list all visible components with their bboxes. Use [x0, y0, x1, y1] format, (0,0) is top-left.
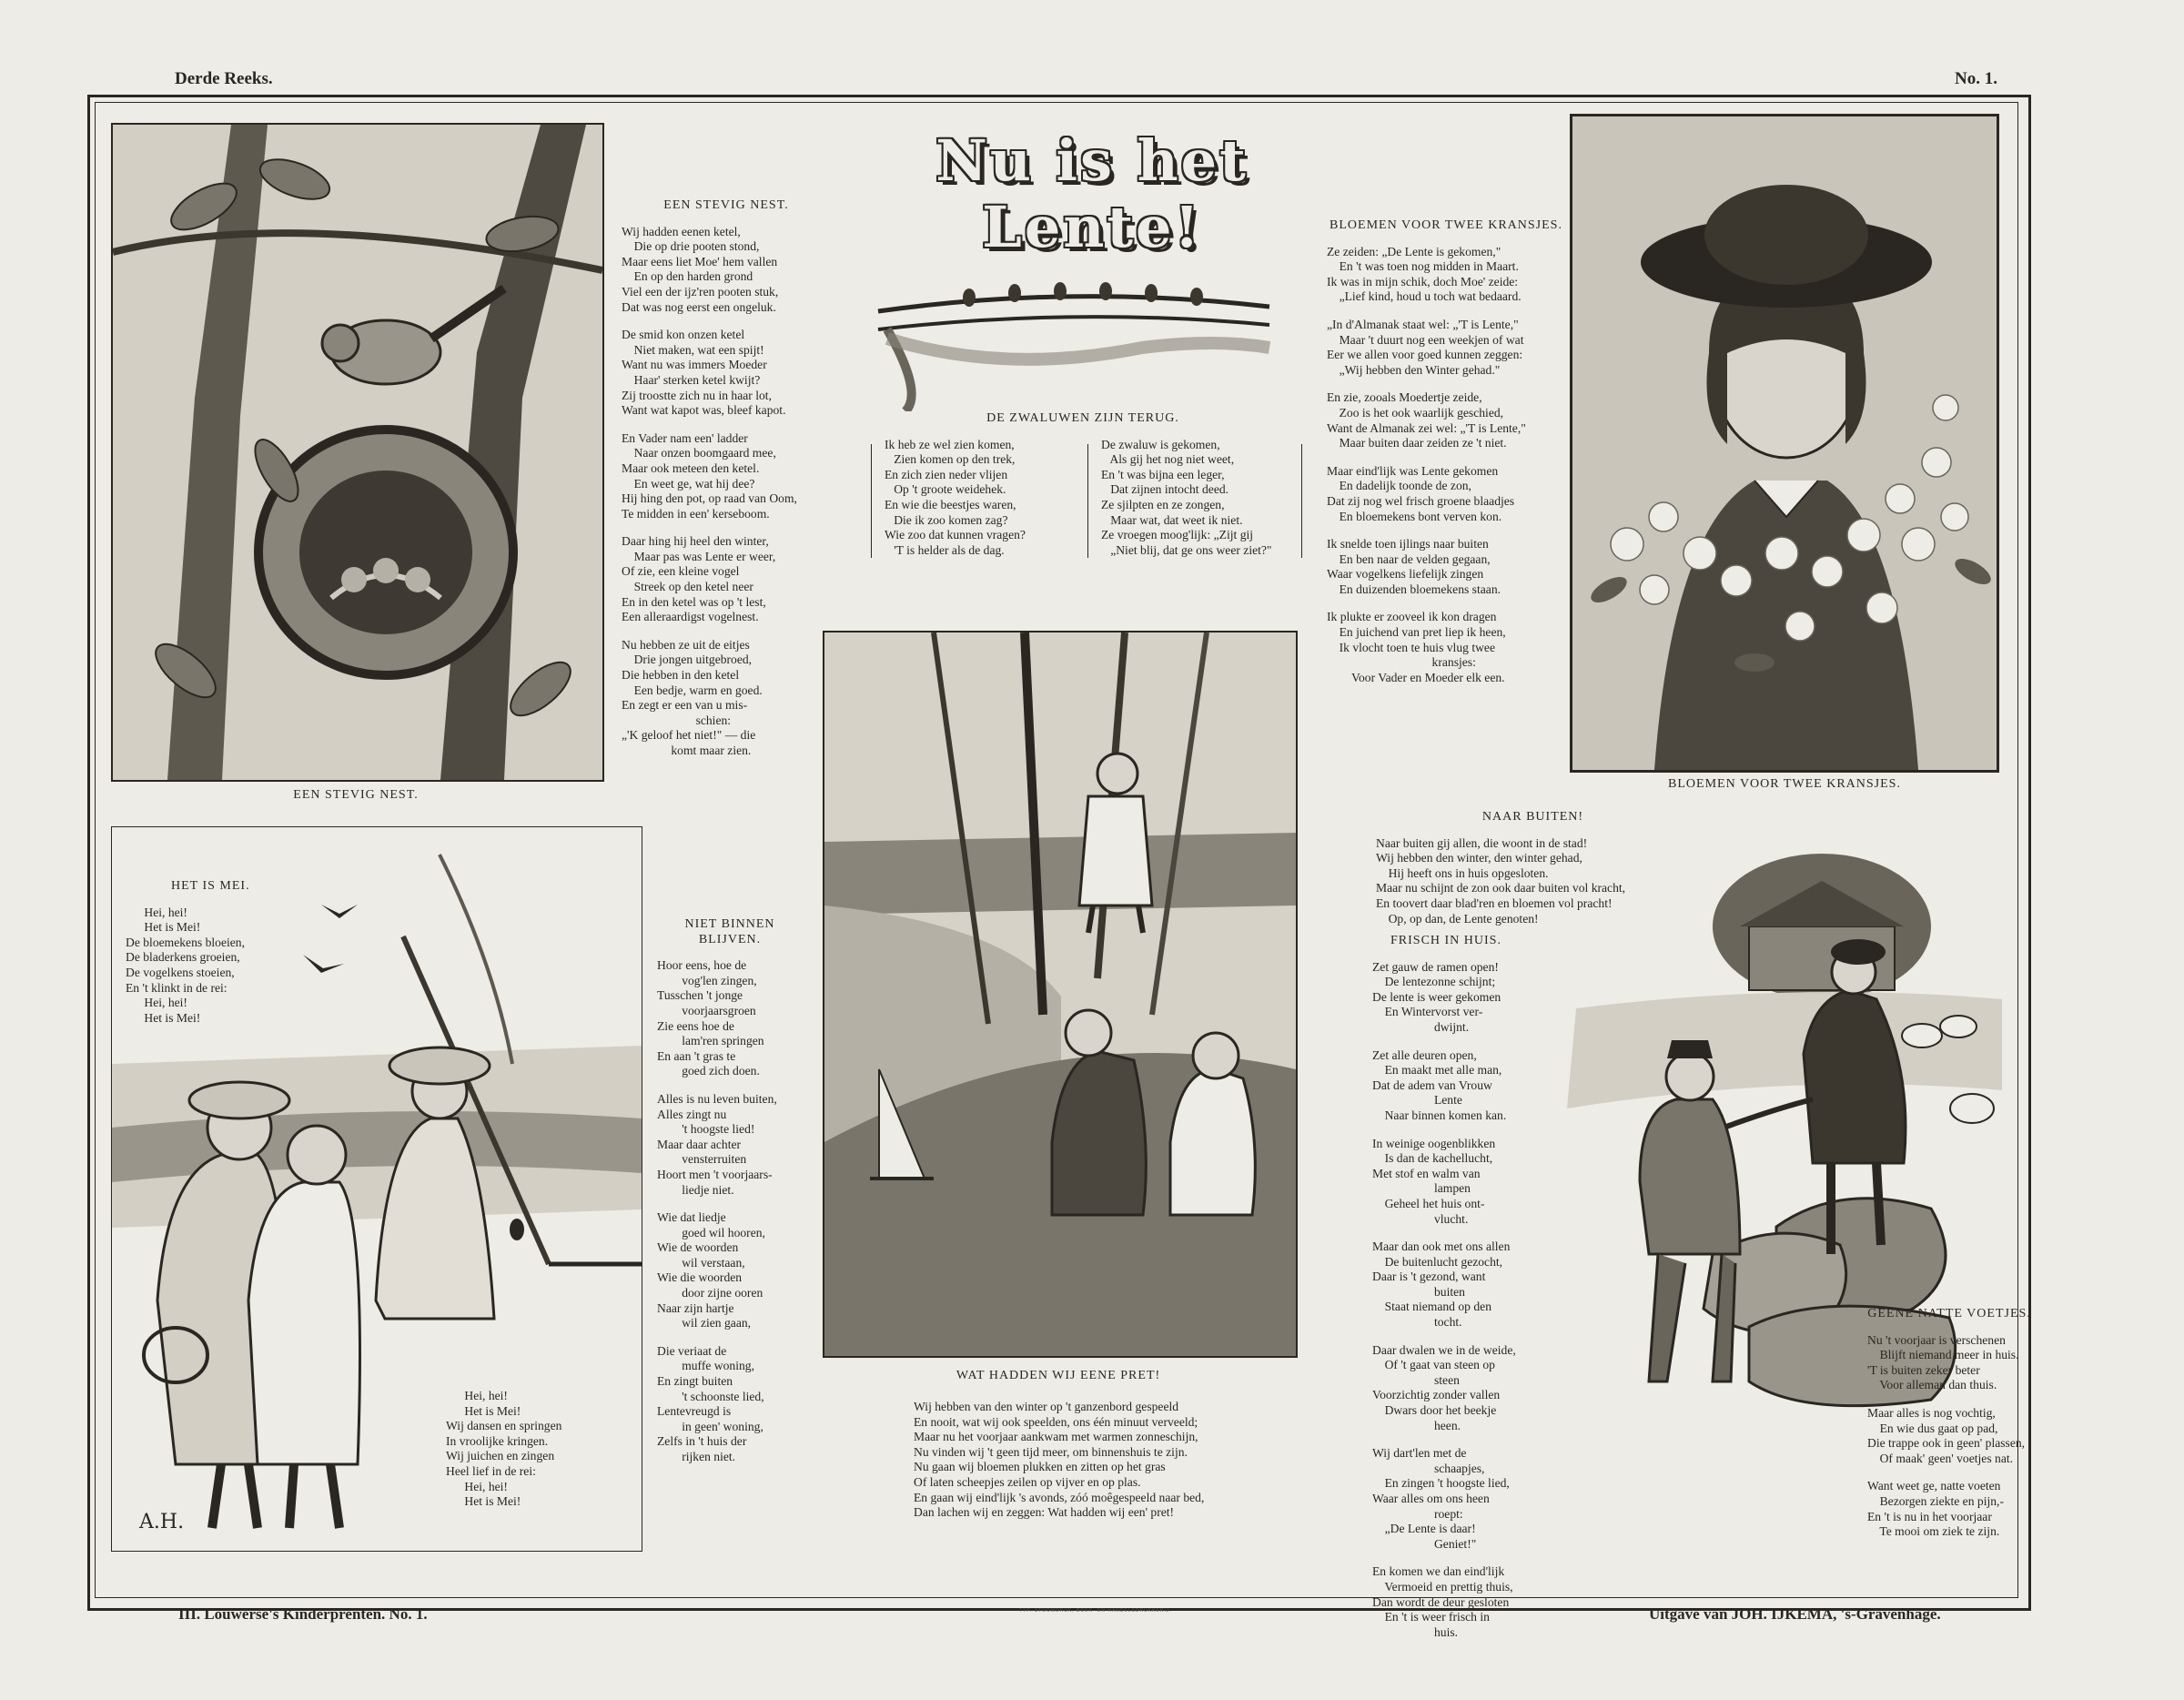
verse-line: Hoort men 't voorjaars-	[657, 1167, 773, 1181]
verse-line: Als gij het nog niet weet,	[1101, 452, 1235, 467]
poem-pret	[914, 1400, 1296, 1521]
poem-heading: NIET BINNEN BLIJVEN.	[684, 917, 775, 946]
stanza	[657, 958, 803, 1079]
verse-line: Wie zoo dat kunnen vragen?	[885, 528, 1026, 542]
verse-line: Lente	[1372, 1093, 1462, 1108]
verse-line: Maar alles is nog vochtig,	[1867, 1405, 1996, 1420]
poem-heading: GEENE NATTE VOETJES.	[1867, 1307, 2031, 1321]
verse-line: En zegt er een van u mis-	[622, 698, 748, 713]
verse-line: Die trappe ook in geen' plassen,	[1867, 1436, 2026, 1451]
verse-line: En komen we dan eind'lijk	[1372, 1564, 1505, 1579]
verse-line: Dat was nog eerst een ongeluk.	[622, 299, 776, 314]
stanza	[622, 225, 831, 316]
verse-line: Daar is 't gezond, want	[1372, 1270, 1486, 1284]
zwaluwen-right-column	[1101, 438, 1272, 559]
verse-line: Tusschen 't jonge	[657, 988, 743, 1003]
stanza	[1372, 1048, 1572, 1124]
stanza	[1867, 1406, 2031, 1466]
verse-line: In vroolijke kringen.	[446, 1433, 549, 1448]
verse-line: Met stof en walm van	[1372, 1166, 1481, 1180]
verse-line: Niet maken, wat een spijt!	[622, 342, 764, 357]
verse-line: De vogelkens stoeien,	[126, 965, 235, 979]
verse-line: En in den ketel was op 't lest,	[622, 594, 766, 609]
verse-line: Waar alles om ons heen	[1372, 1492, 1490, 1505]
poem-bloemen	[1327, 218, 1565, 698]
verse-line: schien:	[622, 713, 732, 727]
verse-line: Hei, hei!	[446, 1389, 508, 1402]
verse-line: roept:	[1372, 1506, 1463, 1521]
verse-line: En 't is nu in het voorjaar	[1867, 1509, 1992, 1523]
verse-line: vog'len zingen,	[657, 973, 757, 987]
poem-frisch-in-huis	[1372, 934, 1572, 1653]
verse-line: Ik plukte er zooveel ik kon dragen	[1327, 610, 1497, 624]
verse-line: kransjes:	[1327, 655, 1476, 670]
verse-line: Maar daar achter	[657, 1137, 742, 1151]
verse-line: „Wij hebben den Winter gehad."	[1327, 362, 1501, 377]
stanza	[1327, 464, 1565, 524]
verse-line: Ik was in mijn schik, doch Moe' zeide:	[1327, 274, 1519, 288]
verse-line: En maakt met alle man,	[1372, 1063, 1502, 1078]
verse-line: Voor alleman dan thuis.	[1867, 1378, 1997, 1392]
verse-line: Hij hing den pot, op raad van Oom,	[622, 491, 797, 506]
verse-line: Blijft niemand meer in huis.	[1867, 1348, 2019, 1362]
verse-line: In weinige oogenblikken	[1372, 1136, 1496, 1150]
verse-line: Het is Mei!	[126, 920, 201, 935]
verse-line: Wie dat liedje	[657, 1210, 726, 1225]
poem-heading: HET IS MEI.	[171, 879, 250, 893]
verse-line: Streek op den ketel neer	[622, 580, 753, 594]
verse-line: En gaan wij eind'lijk 's avonds, zóó moêgespeeld naar bed,	[914, 1490, 1205, 1504]
stanza	[657, 1210, 803, 1331]
illustration-bouquet	[1570, 114, 1999, 773]
bouquet-caption: BLOEMEN VOOR TWEE KRANSJES.	[1668, 777, 1901, 791]
verse-line: Nu vinden wij 't geen tijd meer, om binnenshuis te zijn.	[914, 1444, 1188, 1459]
verse-line: Waar vogelkens liefelijk zingen	[1327, 567, 1484, 582]
verse-line: Daar hing hij heel den winter,	[622, 534, 769, 549]
verse-line: 'T is buiten zeker beter	[1867, 1362, 1980, 1377]
verse-line: Te mooi om ziek te zijn.	[1867, 1524, 2000, 1539]
verse-line: Op 't groote weidehek.	[885, 482, 1006, 497]
verse-line: lam'ren springen	[657, 1034, 764, 1048]
bouquet-engraving	[1572, 116, 1997, 770]
verse-line: 't schoonste lied,	[657, 1389, 764, 1403]
stanza	[1327, 245, 1565, 305]
nest-engraving	[113, 125, 602, 780]
verse-line: steen	[1372, 1372, 1460, 1387]
verse-line: Zie eens hoe de	[657, 1018, 734, 1033]
verse-line: komt maar zien.	[622, 744, 752, 757]
verse-line: En zie, zooals Moedertje zeide,	[1327, 390, 1482, 405]
verse-line: Maar eind'lijk was Lente gekomen	[1327, 463, 1499, 478]
verse-line: Zet gauw de ramen open!	[1372, 959, 1499, 974]
verse-line: Het is Mei!	[446, 1403, 521, 1418]
verse-line: Maar dan ook met ons allen	[1372, 1240, 1511, 1254]
verse-line: En Vader nam een' ladder	[622, 430, 748, 445]
verse-line: En juichend van pret liep ik heen,	[1327, 625, 1506, 640]
illustration-swallows	[869, 257, 1279, 411]
verse-line: Staat niemand op den	[1372, 1300, 1491, 1314]
verse-line: Hij heeft ons in huis opgesloten.	[1376, 865, 1549, 880]
nest-caption: EEN STEVIG NEST.	[293, 788, 419, 802]
verse-line: Naar zijn hartje	[657, 1300, 734, 1315]
column-rule	[1087, 444, 1088, 558]
verse-line: Drie jongen uitgebroed,	[622, 653, 753, 667]
verse-line: huis.	[1372, 1624, 1459, 1639]
verse-line: Het is Mei!	[446, 1494, 521, 1509]
stanza	[1372, 1446, 1572, 1552]
stanza	[1327, 318, 1565, 378]
stanza	[622, 431, 831, 522]
stanza	[1372, 1564, 1572, 1640]
verse-line: Daar dwalen we in de weide,	[1372, 1342, 1516, 1357]
verse-line: Dat zijnen intocht deed.	[1101, 482, 1229, 497]
zwaluwen-columns	[874, 438, 1292, 574]
poem-mei-stanza-1	[126, 879, 308, 1026]
poem-heading: EEN STEVIG NEST.	[663, 198, 789, 212]
verse-line: Dat de adem van Vrouw	[1372, 1078, 1492, 1092]
stanza	[1867, 1333, 2031, 1393]
stanza	[1327, 537, 1565, 597]
verse-line: En wie die beestjes waren,	[885, 497, 1016, 511]
verse-line: Ik heb ze wel zien komen,	[885, 437, 1015, 451]
verse-line: Hei, hei!	[126, 905, 187, 919]
verse-line: De smid kon onzen ketel	[622, 328, 745, 342]
verse-line: De buitenlucht gezocht,	[1372, 1254, 1503, 1269]
verse-line: 'T is helder als de dag.	[885, 542, 1005, 557]
poem-heading: FRISCH IN HUIS.	[1390, 934, 1502, 947]
verse-line: De bladerkens groeien,	[126, 950, 240, 965]
svg-text:A.H.: A.H.	[139, 1511, 185, 1533]
verse-line: Maar nu het voorjaar aankwam met warmen zonneschijn,	[914, 1430, 1198, 1444]
poem-natte-voetjes	[1867, 1307, 2031, 1553]
verse-line: En op den harden grond	[622, 269, 753, 284]
verse-line: voorjaarsgroen	[657, 1003, 756, 1017]
verse-line: wil zien gaan,	[657, 1316, 752, 1331]
verse-line: Eer we allen voor goed kunnen zeggen:	[1327, 348, 1523, 362]
verse-line: En bloemekens bont verven kon.	[1327, 509, 1502, 523]
verse-line: En 't klinkt in de rei:	[126, 980, 228, 995]
verse-line: En wie dus gaat op pad,	[1867, 1421, 1998, 1435]
verse-line: Zet alle deuren open,	[1372, 1047, 1477, 1062]
swallows-engraving	[869, 257, 1279, 411]
verse-line: Zoo is het ook waarlijk geschied,	[1327, 405, 1504, 420]
illustration-nest	[111, 123, 604, 782]
verse-line: Alles is nu leven buiten,	[657, 1091, 777, 1106]
verse-line: Alles zingt nu	[657, 1107, 727, 1121]
verse-line: Een alleraardigst vogelnest.	[622, 610, 759, 624]
stanza	[1327, 390, 1565, 450]
verse-line: „'K geloof het niet!" — die	[622, 728, 756, 743]
verse-line: Wij juichen en zingen	[446, 1449, 555, 1463]
verse-line: Of maak' geen' voetjes nat.	[1867, 1451, 2014, 1465]
illustration-river	[823, 631, 1298, 1358]
verse-line: En dadelijk toonde de zon,	[1327, 479, 1471, 493]
verse-line: De lente is weer gekomen	[1372, 989, 1502, 1004]
verse-line: Het is Mei!	[126, 1010, 201, 1025]
poem-heading: NAAR BUITEN!	[1481, 810, 1584, 824]
verse-line: Te midden in een' kerseboom.	[622, 506, 770, 521]
verse-line: En aan 't gras te	[657, 1048, 736, 1063]
verse-line: „Lief kind, houd u toch wat bedaard.	[1327, 289, 1522, 304]
poem-mei-stanza-2	[446, 1389, 628, 1510]
verse-line: Nu 't voorjaar is verschenen	[1867, 1332, 2006, 1347]
stanza	[1327, 610, 1565, 685]
verse-line: En toovert daar blad'ren en bloemen vol pracht!	[1376, 896, 1613, 910]
verse-line: Die veriaat de	[657, 1343, 727, 1358]
verse-line: De zwaluw is gekomen,	[1101, 437, 1220, 451]
verse-line: Maar buiten daar zeiden ze 't niet.	[1327, 436, 1507, 450]
verse-line: Wie de woorden	[657, 1240, 739, 1255]
verse-line: „In d'Almanak staat wel: „'T is Lente,"	[1327, 317, 1519, 331]
page-title: Nu is het Lente!	[935, 127, 1249, 260]
verse-line: wil verstaan,	[657, 1255, 745, 1270]
river-engraving	[824, 632, 1296, 1356]
verse-line: Wij hebben van den winter op 't ganzenbord gespeeld	[914, 1400, 1179, 1413]
verse-line: vensterruiten	[657, 1152, 747, 1167]
stanza	[1867, 1479, 2031, 1539]
verse-line: Want weet ge, natte voeten	[1867, 1479, 2001, 1493]
stanza	[622, 534, 831, 625]
verse-line: goed zich doen.	[657, 1064, 760, 1078]
printer-imprint: TYP. STOOMDRUK, BOEK- EN HANDELSDRUKKERIJ.	[1019, 1608, 1172, 1614]
verse-line: lampen	[1372, 1181, 1471, 1196]
verse-line: Naar buiten gij allen, die woont in de stad!	[1376, 835, 1588, 850]
verse-line: dwijnt.	[1372, 1019, 1470, 1034]
verse-line: in geen' woning,	[657, 1419, 763, 1433]
verse-line: Dat zij nog wel frisch groene blaadjes	[1327, 493, 1515, 508]
verse-line: Zelfs in 't huis der	[657, 1434, 747, 1449]
series-label: Derde Reeks.	[175, 69, 273, 88]
verse-line: „Niet blij, dat ge ons weer ziet?"	[1101, 542, 1272, 557]
verse-line: Zien komen op den trek,	[885, 452, 1016, 467]
verse-line: Want nu was immers Moeder	[622, 358, 767, 372]
verse-line: Ik vlocht toen te huis vlug twee	[1327, 640, 1495, 654]
poem-niet-binnen	[657, 917, 803, 1478]
verse-line: Maar pas was Lente er weer,	[622, 549, 776, 563]
verse-line: Wie die woorden	[657, 1270, 743, 1285]
verse-line: Naar onzen boomgaard mee,	[622, 446, 776, 460]
verse-line: vlucht.	[1372, 1211, 1469, 1226]
verse-line: Heel lief in de rei:	[446, 1463, 536, 1478]
verse-line: Maar ook meteen den ketel.	[622, 460, 760, 475]
verse-line: Zij troostte zich nu in haar lot,	[622, 388, 772, 402]
verse-line: Lentevreugd is	[657, 1404, 732, 1419]
verse-line: Op, op dan, de Lente genoten!	[1376, 911, 1539, 926]
verse-line: 't hoogste lied!	[657, 1122, 755, 1137]
verse-line: door zijne ooren	[657, 1286, 763, 1300]
verse-line: Of 't gaat van steen op	[1372, 1358, 1495, 1372]
zwaluwen-left-column	[885, 438, 1026, 559]
verse-line: Haar' sterken ketel kwijt?	[622, 372, 761, 387]
verse-line: Hoor eens, hoe de	[657, 958, 747, 973]
verse-line: Ze vroegen moog'lijk: „Zijt gij	[1101, 528, 1254, 542]
stanza	[657, 1344, 803, 1465]
poem-stevig-nest	[622, 198, 831, 772]
verse-line: Die ik zoo komen zag?	[885, 512, 1008, 527]
verse-line: De lentezonne schijnt;	[1372, 975, 1496, 989]
verse-line: En 't was bijna een leger,	[1101, 467, 1225, 481]
verse-line: En 't is weer frisch in	[1372, 1610, 1490, 1624]
verse-line: Geheel het huis ont-	[1372, 1196, 1485, 1210]
verse-line: heen.	[1372, 1418, 1461, 1432]
footer-publisher: Uitgave van JOH. IJKEMA, 's-Gravenhage.	[1649, 1605, 1941, 1623]
verse-line: Een bedje, warm en goed.	[622, 683, 763, 697]
verse-line: Bezorgen ziekte en pijn,-	[1867, 1493, 2004, 1508]
verse-line: Voorzichtig zonder vallen	[1372, 1388, 1501, 1402]
stanza	[622, 328, 831, 419]
verse-line: „De Lente is daar!	[1372, 1522, 1476, 1536]
verse-line: liedje niet.	[657, 1182, 734, 1197]
verse-line: En nooit, wat wij ook speelden, ons één minuut verveeld;	[914, 1414, 1198, 1429]
verse-line: Ze zeiden: „De Lente is gekomen,"	[1327, 244, 1502, 258]
verse-line: Hei, hei!	[446, 1479, 508, 1493]
stanza	[1372, 960, 1572, 1036]
verse-line: Maar nu schijnt de zon ook daar buiten vol kracht,	[1376, 881, 1626, 896]
verse-line: Maar wat, dat weet ik niet.	[1101, 512, 1243, 527]
verse-line: Voor Vader en Moeder elk een.	[1327, 670, 1505, 684]
verse-line: Dwars door het beekje	[1372, 1403, 1497, 1418]
verse-line: Nu gaan wij bloemen plukken en zitten op het gras	[914, 1460, 1166, 1474]
verse-line: muffe woning,	[657, 1359, 754, 1373]
verse-line: En ben naar de velden gegaan,	[1327, 551, 1491, 566]
verse-line: Dan lachen wij en zeggen: Wat hadden wij een' pret!	[914, 1505, 1175, 1520]
verse-line: De bloemekens bloeien,	[126, 935, 245, 949]
verse-line: Is dan de kachellucht,	[1372, 1151, 1493, 1166]
stanza	[657, 1092, 803, 1198]
verse-line: buiten	[1372, 1284, 1465, 1299]
verse-line: Nu hebben ze uit de eitjes	[622, 637, 750, 652]
verse-line: En zingen 't hoogste lied,	[1372, 1476, 1510, 1491]
verse-line: Of laten scheepjes zeilen op vijver en op plas.	[914, 1474, 1141, 1489]
verse-line: Maar 't duurt nog een weekjen of wat	[1327, 332, 1524, 347]
verse-line: Wij dart'len met de	[1372, 1446, 1467, 1461]
verse-line: Die hebben in den ketel	[622, 668, 740, 683]
verse-line: Ik snelde toen ijlings naar buiten	[1327, 537, 1489, 551]
verse-line: Want wat kapot was, bleef kapot.	[622, 403, 786, 418]
column-rule	[871, 444, 872, 558]
column-rule	[1301, 444, 1302, 558]
verse-line: En zingt buiten	[657, 1374, 733, 1389]
issue-number: No. 1.	[1955, 69, 1997, 88]
verse-line: Wij hebben den winter, den winter gehad,	[1376, 851, 1582, 865]
verse-line: En weet ge, wat hij dee?	[622, 476, 755, 491]
poem-heading: DE ZWALUWEN ZIJN TERUG.	[986, 411, 1179, 425]
verse-line: rijken niet.	[657, 1450, 736, 1463]
river-caption: WAT HADDEN WIJ EENE PRET!	[956, 1369, 1161, 1382]
verse-line: Maar eens liet Moe' hem vallen	[622, 254, 778, 268]
verse-line: Vermoeid en prettig thuis,	[1372, 1579, 1513, 1594]
verse-line: Ze sjilpten en ze zongen,	[1101, 497, 1225, 511]
verse-line: schaapjes,	[1372, 1461, 1485, 1475]
poem-heading: BLOEMEN VOOR TWEE KRANSJES.	[1330, 218, 1562, 232]
verse-line: En duizenden bloemekens staan.	[1327, 582, 1502, 596]
stanza	[1372, 1240, 1572, 1331]
stanza	[622, 638, 831, 759]
poem-zwaluwen	[874, 411, 1292, 574]
stanza	[1372, 1137, 1572, 1228]
verse-line: tocht.	[1372, 1315, 1462, 1330]
verse-line: Geniet!"	[1372, 1536, 1477, 1551]
verse-line: goed wil hooren,	[657, 1225, 765, 1240]
footer-series: III. Louwerse's Kinderprenten. No. 1.	[178, 1605, 428, 1623]
verse-line: Wij hadden eenen ketel,	[622, 224, 741, 238]
verse-line: Die op drie pooten stond,	[622, 239, 760, 254]
verse-line: Want de Almanak zei wel: „'T is Lente,"	[1327, 420, 1526, 435]
stanza	[1372, 1343, 1572, 1434]
verse-line: Viel een der ijz'ren pooten stuk,	[622, 284, 779, 299]
verse-line: Wij dansen en springen	[446, 1419, 562, 1433]
verse-line: Of zie, een kleine vogel	[622, 564, 740, 579]
verse-line: En Wintervorst ver-	[1372, 1005, 1483, 1019]
verse-line: En 't was toen nog midden in Maart.	[1327, 259, 1519, 274]
verse-line: En zich zien neder vlijen	[885, 467, 1008, 481]
verse-line: Hei, hei!	[126, 996, 187, 1010]
verse-line: Naar binnen komen kan.	[1372, 1108, 1507, 1122]
verse-line: Dan wordt de deur gesloten	[1372, 1594, 1510, 1609]
